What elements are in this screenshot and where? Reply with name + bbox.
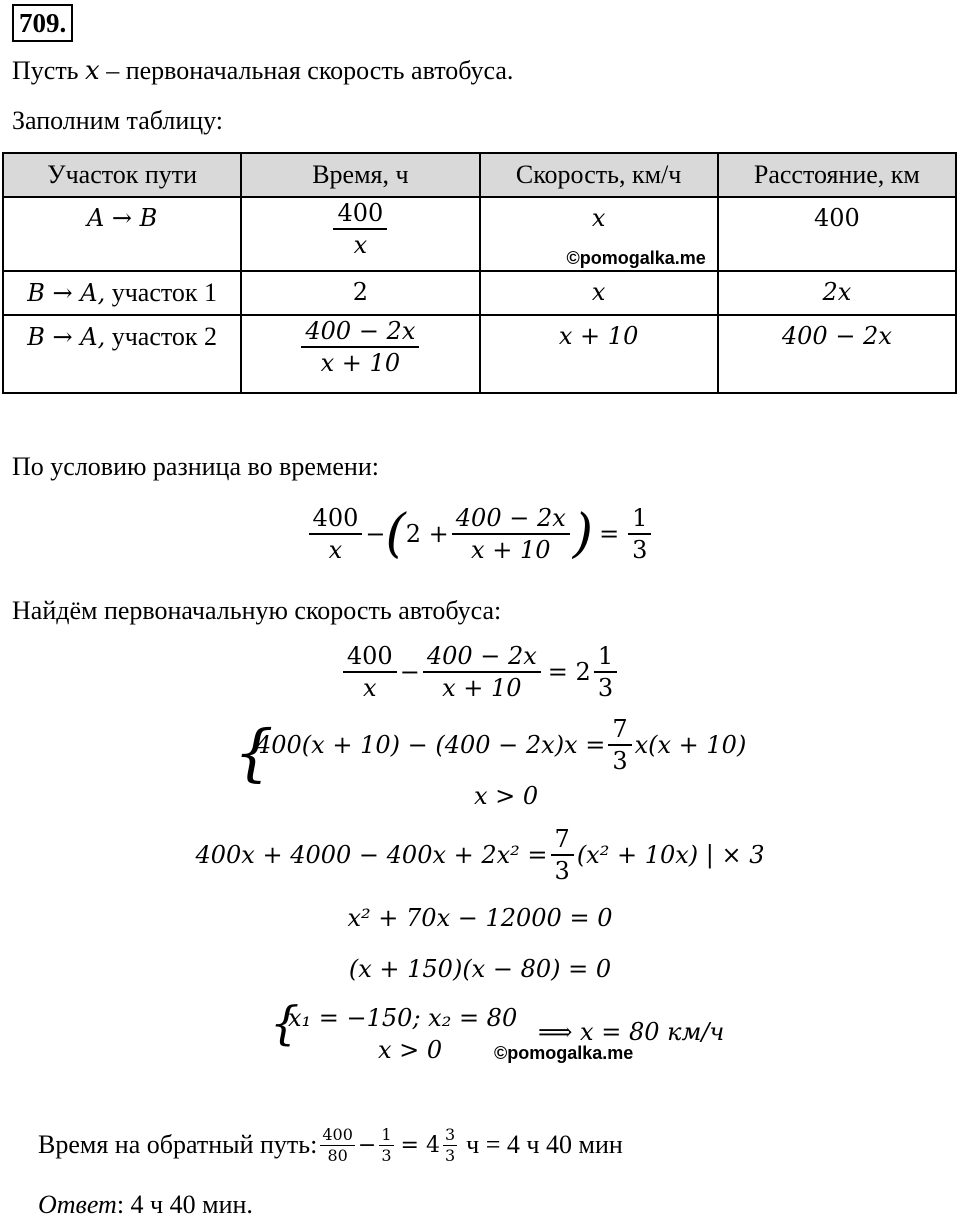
equation-time-difference: $\frac{400}{x}$ − ( 2 + $\frac{400 - 2x}{x + 10}$ ) = $\frac{1}{3}$ — [0, 504, 960, 564]
answer-line: Ответ: 4 ч 40 мин. — [38, 1190, 253, 1219]
problem-number: 709. — [12, 4, 73, 42]
cell-distance: 400 − 2x — [718, 315, 956, 393]
intro-let-text: Пусть x – первоначальная скорость автобуса. — [12, 56, 514, 86]
cell-time — [241, 315, 479, 393]
cell-segment: B → A, участок 1 — [3, 271, 241, 315]
equation-3: 400x + 4000 − 400x + 2x² = $\frac{7}{3}$ (x² + 10x) | × 3 — [195, 825, 765, 886]
cell-distance: 400 — [718, 197, 956, 271]
table-header-row — [3, 153, 956, 197]
find-speed-text: Найдём первоначальную скорость автобуса: — [12, 596, 502, 625]
header-speed: Скорость, км/ч — [480, 153, 718, 197]
watermark: ©pomogalka.me — [566, 248, 706, 268]
fraction: $\frac{400 - 2x}{x + 10}$ — [452, 505, 570, 564]
header-segment: Участок пути — [3, 153, 241, 197]
return-time-line: Время на обратный путь: $\frac{400}{80}$ − $\frac{1}{3}$ = 4 $\frac{3}{3}$ ч = 4 ч 40 мин — [38, 1125, 623, 1165]
header-distance: Расстояние, км — [718, 153, 956, 197]
equation-5: (x + 150)(x − 80) = 0 — [348, 955, 612, 983]
fraction: $\frac{3}{3}$ — [444, 1125, 456, 1165]
data-table — [2, 152, 957, 394]
table-row — [3, 315, 956, 393]
fraction: $\frac{400}{x}$ — [343, 643, 397, 702]
cell-distance: 2x — [718, 271, 956, 315]
cell-time — [241, 197, 479, 271]
equation-4: x² + 70x − 12000 = 0 — [347, 904, 613, 932]
cell-segment: B → A, участок 2 — [3, 315, 241, 393]
equation-2: $\frac{400}{x}$ − $\frac{400 - 2x}{x + 10}$ = 2 $\frac{1}{3}$ — [0, 642, 960, 702]
fraction: $\frac{400}{80}$ — [322, 1125, 353, 1165]
table-row — [3, 197, 956, 271]
table-row — [3, 271, 956, 315]
cell-time: 2 — [241, 271, 479, 315]
cell-speed: x — [480, 271, 718, 315]
fill-table-text: Заполним таблицу: — [12, 106, 224, 135]
cell-segment: A → B — [3, 197, 241, 271]
cell-speed: x ©pomogalka.me — [480, 197, 718, 271]
fraction: $\frac{1}{3}$ — [594, 643, 617, 702]
fraction: $\frac{7}{3}$ — [551, 826, 574, 885]
cell-speed: x + 10 — [480, 315, 718, 393]
time-fraction: $\frac{400}{x}$ — [333, 200, 387, 259]
answer-label: Ответ — [38, 1190, 117, 1219]
fraction: $\frac{1}{3}$ — [628, 505, 651, 564]
time-fraction: $\frac{400 - 2x}{x + 10}$ — [301, 318, 419, 377]
fraction: $\frac{400}{x}$ — [309, 505, 363, 564]
fraction: $\frac{400 - 2x}{x + 10}$ — [423, 643, 541, 702]
fraction: $\frac{1}{3}$ — [381, 1125, 392, 1165]
watermark: ©pomogalka.me — [494, 1043, 634, 1063]
header-time: Время, ч — [241, 153, 479, 197]
condition-text: По условию разница во времени: — [12, 452, 379, 481]
fraction: $\frac{7}{3}$ — [608, 716, 631, 775]
